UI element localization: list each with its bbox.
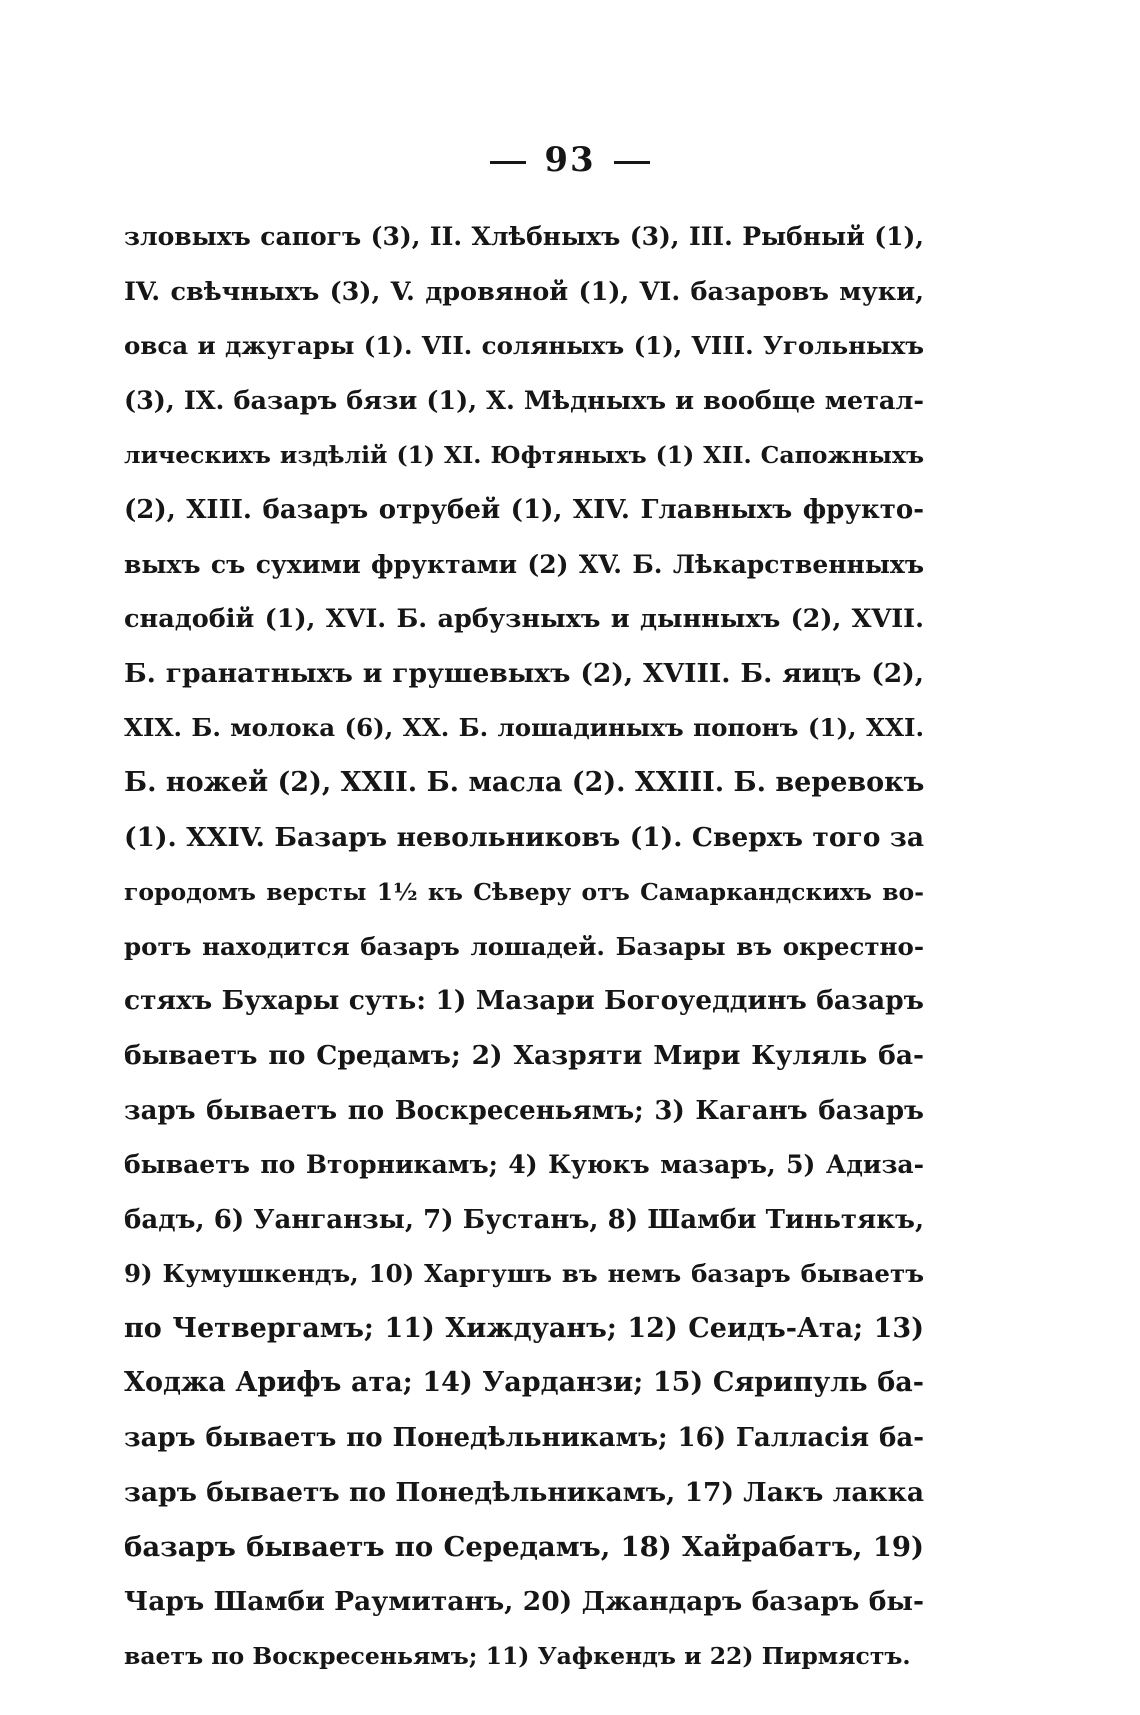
text-line: зловыхъ сапогъ (3), II. Хлѣбныхъ (3), III. Рыбный (1), (124, 222, 924, 251)
text-line: заръ бываетъ по Понедѣльникамъ, 17) Лакъ лакка (124, 1476, 924, 1508)
body-text (124, 210, 924, 1684)
header-dash-right (614, 161, 650, 164)
text-line: городомъ версты 1½ къ Сѣверу отъ Самаркандскихъ во- (124, 878, 924, 907)
page-number: 93 (544, 140, 596, 180)
text-line: ротъ находится базаръ лошадей. Базары въ окрестно- (124, 931, 924, 961)
text-line: стяхъ Бухары суть: 1) Мазари Богоуеддинъ базаръ (124, 985, 924, 1017)
text-line: бываетъ по Средамъ; 2) Хазряти Мири Куляль ба- (124, 1039, 924, 1071)
text-line: Б. гранатныхъ и грушевыхъ (2), XVIII. Б. яицъ (2), (124, 657, 924, 689)
text-line: выхъ съ сухими фруктами (2) XV. Б. Лѣкарственныхъ (124, 549, 924, 579)
text-line: XIX. Б. молока (6), XX. Б. лошадиныхъ попонъ (1), XXI. (124, 713, 924, 743)
text-line: ваетъ по Воскресеньямъ; 11) Уафкендъ и 22) Пирмястъ. (124, 1642, 911, 1671)
text-line: (1). XXIV. Базаръ невольниковъ (1). Сверхъ того за (124, 821, 924, 853)
text-line: снадобій (1), XVI. Б. арбузныхъ и дынныхъ (2), XVII. (124, 604, 924, 635)
text-line: 9) Кумушкендъ, 10) Харгушъ въ немъ базаръ бываетъ (124, 1259, 924, 1289)
text-line: по Четвергамъ; 11) Хиждуанъ; 12) Сеидъ-Ата; 13) (124, 1312, 924, 1344)
header-dash-left (490, 161, 526, 164)
text-line: бадъ, 6) Уангaнзы, 7) Бустанъ, 8) Шамби Тиньтякъ, (124, 1204, 924, 1235)
text-line: овса и джугары (1). VII. соляныхъ (1), VIII. Угольныхъ (124, 331, 924, 361)
text-line: Чаръ Шамби Раумитанъ, 20) Джандаръ базаръ бы- (124, 1585, 924, 1617)
text-line: базаръ бываетъ по Середамъ, 18) Хайрабатъ, 19) (124, 1531, 924, 1564)
text-line: бываетъ по Вторникамъ; 4) Куюкъ мазаръ, 5) Адиза- (124, 1150, 924, 1180)
text-line: лическихъ издѣлій (1) XI. Юфтяныхъ (1) XII. Сапожныхъ (124, 441, 924, 470)
text-line: заръ бываетъ по Воскресеньямъ; 3) Каганъ базаръ (124, 1095, 924, 1126)
text-line: (2), XIII. базаръ отрубей (1), XIV. Главныхъ фрукто- (124, 494, 924, 525)
text-line: заръ бываетъ по Понедѣльникамъ; 16) Галласія ба- (124, 1423, 924, 1454)
text-line: IV. свѣчныхъ (3), V. дровяной (1), VI. базаровъ муки, (124, 276, 924, 307)
page-header (0, 140, 1140, 180)
text-line: (3), IX. базаръ бязи (1), X. Мѣдныхъ и вообще метал- (124, 385, 924, 416)
text-line: Ходжа Арифъ ата; 14) Уардaнзи; 15) Сярипуль ба- (124, 1367, 924, 1399)
text-line: Б. ножей (2), XXII. Б. масла (2). XXIII. Б. веревокъ (124, 766, 925, 798)
